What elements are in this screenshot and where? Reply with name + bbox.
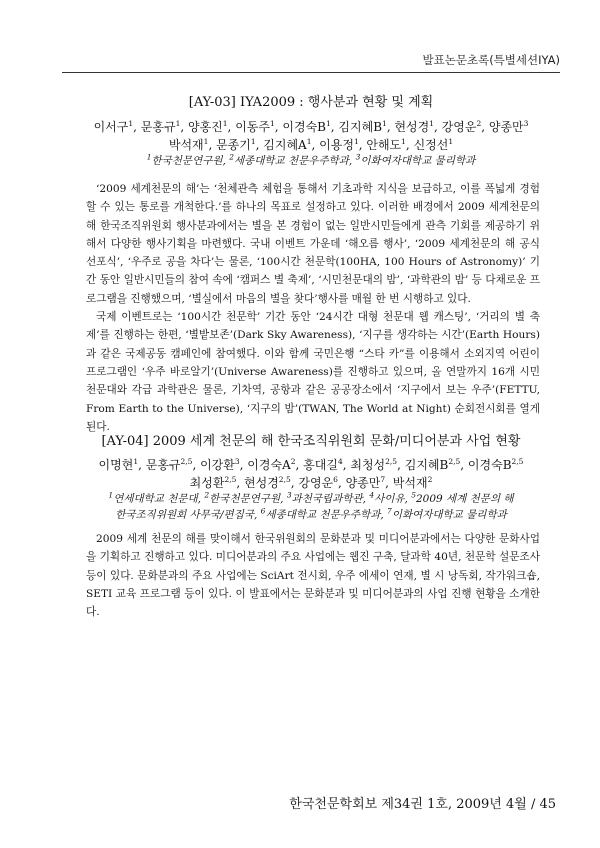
author-affiliation-mark: 1 bbox=[250, 137, 256, 146]
author-name: 강영운 bbox=[441, 120, 477, 134]
article-1-title: [AY-03] IYA2009 : 행사분과 현황 및 계획 bbox=[188, 95, 434, 110]
article-2-title: [AY-04] 2009 세계 천문의 해 한국조직위원회 문화/미디어분과 사업 현황 bbox=[101, 434, 521, 449]
author-name: 이서구 bbox=[93, 120, 129, 134]
affiliation-mark: 1 bbox=[146, 152, 152, 162]
author-name: 최성환 bbox=[189, 476, 225, 490]
author-affiliation-mark: 1 bbox=[326, 119, 331, 128]
author-affiliation-mark: 2,5 bbox=[385, 457, 398, 466]
article-1-abstract bbox=[86, 180, 540, 436]
author-affiliation-mark: 1 bbox=[448, 137, 454, 146]
author-name: 김지혜A bbox=[263, 138, 307, 152]
author-name: 김지혜B bbox=[404, 458, 449, 472]
author-name: 박석재 bbox=[392, 476, 428, 490]
author-affiliation-mark: 3 bbox=[523, 119, 529, 128]
author-line: 이서구$^1$, 문홍규$^1$, 양홍진$^1$, 이동주$^1$, 이경숙$B^1$, 김지혜$B^1$, 현성경$^1$, 강영운$^2$, 양종만$^3$ bbox=[93, 119, 529, 134]
affiliation-mark: 5 bbox=[411, 490, 416, 500]
affiliation-text: 이화여자대학교 물리학과 bbox=[360, 155, 476, 167]
author-name: 최청성 bbox=[350, 458, 386, 472]
header-divider bbox=[62, 72, 560, 73]
author-affiliation-mark: 2,5 bbox=[224, 475, 237, 484]
author-line: 최성환$^{2,5}$, 현성경$^{2,5}$, 강영운$^6$, 양종만$^7$, 박석재$^2$ bbox=[189, 475, 433, 490]
author-affiliation-mark: 4 bbox=[337, 457, 343, 466]
article-2-paragraph-1: 2009 세계 천문의 해를 맞이해서 한국위원회의 문화분과 및 미디어분과에서는 다양한 문화사업을 기획하고 진행하고 있다. 미디어분과의 주요 사업에는 웹진 구축, 달과학 40년, 천문학 설문조사 등이 있다. 문화분과의 주요 사업에는 SciArt 전시회, 우주 에세이 연재, 별 시 낭독회, 작가워크숍, SETI 교육 프로그램 등이 있다. 이 발표에서는 문화분과 및 미디어분과의 사업 진행 현황을 소개한다. bbox=[86, 533, 540, 619]
page-footer: 한국천문학회보 제34권 1호, 2009년 4월 / 45 bbox=[289, 797, 556, 812]
affiliation-text: 2009 세계 천문의 해 bbox=[415, 493, 514, 505]
author-name: 이동주 bbox=[235, 120, 270, 134]
author-affiliation-mark: 2 bbox=[476, 119, 482, 128]
author-line: 이명현$^1$, 문홍규$^{2,5}$, 이강환$^3$, 이경숙$A^2$, 홍대길$^4$, 최청성$^{2,5}$, 김지혜B$^{2,5}$, 이경숙B$^{2,5}$ bbox=[98, 457, 524, 472]
author-name: 안해도 bbox=[366, 138, 402, 152]
affiliation-text: 한국조직위원회 사무국/편집국, bbox=[115, 509, 261, 521]
author-affiliation-mark: 2,5 bbox=[180, 457, 193, 466]
author-name: 양홍진 bbox=[187, 120, 223, 134]
author-name: 김지혜B bbox=[338, 120, 383, 134]
author-name: 이명현 bbox=[98, 458, 134, 472]
author-name: 이용정 bbox=[319, 138, 354, 152]
author-affiliation-mark: 1 bbox=[203, 137, 209, 146]
affiliation-mark: 4 bbox=[369, 490, 375, 500]
author-affiliation-mark: 1 bbox=[306, 137, 312, 146]
affiliation-mark: 6 bbox=[260, 506, 266, 516]
affiliation-text: 한국천문연구원, bbox=[151, 155, 230, 167]
author-affiliation-mark: 1 bbox=[128, 119, 134, 128]
affiliation-text: 연세대학교 천문대, bbox=[113, 493, 205, 505]
article-2-affiliations bbox=[62, 491, 560, 523]
affiliation-mark: 2 bbox=[204, 490, 210, 500]
author-name: 이경숙A bbox=[247, 458, 291, 472]
author-name: 이경숙B bbox=[467, 458, 512, 472]
affiliation-mark: 2 bbox=[229, 152, 234, 162]
article-1-affiliations bbox=[62, 153, 560, 169]
author-affiliation-mark: 2 bbox=[427, 475, 433, 484]
author-name: 이강환 bbox=[200, 458, 235, 472]
article-1-paragraph-2: 국제 이벤트로는 ‘100시간 천문학’ 기간 동안 ‘24시간 대형 천문대 웹 캐스팅’, ‘거리의 별 축제’를 진행하는 한편, ‘별밭보존’(Dark Sky Awareness), ‘지구를 생각하는 시간’(Earth Hours)과 같은 국제공동 캠페인에 참여했다. 이와 함께 국민은행 “스타 카”를 이용해서 소외지역 어린이 프로그램인 ‘우주 바로알기’(Universe Awareness)를 진행하고 있으며, 올 연말까지 16개 시민천문대와 각급 과학관은 물론, 기차역, 공항과 같은 공공장소에서 ‘지구에서 보는 우주’(FETTU, From Earth to the Universe), ‘지구의 밤’(TWAN, The World at Night) 순회전시회를 열게 된다. bbox=[86, 311, 540, 433]
author-name: 이경숙B bbox=[282, 120, 326, 134]
author-name: 양종만 bbox=[488, 120, 524, 134]
author-affiliation-mark: 1 bbox=[133, 457, 139, 466]
author-name: 문종기 bbox=[216, 138, 251, 152]
author-name: 홍대길 bbox=[303, 458, 338, 472]
affiliation-mark: 3 bbox=[355, 152, 361, 162]
author-name: 문홍규 bbox=[140, 120, 176, 134]
author-name: 박석재 bbox=[168, 138, 204, 152]
affiliation-text: 이화여자대학교 물리학과 bbox=[391, 509, 507, 521]
article-2-abstract bbox=[86, 530, 540, 621]
author-affiliation-mark: 6 bbox=[333, 475, 338, 484]
author-affiliation-mark: 1 bbox=[353, 137, 359, 146]
article-1-paragraph-1: ‘2009 세계천문의 해’는 ‘천체관측 체험을 통해서 기초과학 지식을 보급하고, 이를 폭넓게 경험할 수 있는 통로를 개척한다.’를 하나의 목표로 설정하고 있다. 이러한 배경에서 2009 세계천문의 해 한국조직위원회 행사분과에서는 별을 본 경험이 없는 일반시민들에게 관측 기회를 제공하기 위해서 다양한 행사기획을 마련했다. 국내 이벤트 가운데 ‘해오름 행사’, ‘2009 세계천문의 해 공식 선포식’, ‘우주로 공을 차다’는 물론, ‘100시간 천문학(100HA, 100 Hours of Astronomy)’ 기간 동안 일반시민들의 참여 속에 ‘캠퍼스 별 축제’, ‘시민천문대의 밤’, ‘과학관의 밤’ 등 다채로운 프로그램을 진행했으며, ‘별실에서 마음의 별을 찾다’행사를 매월 한 번 시행하고 있다. bbox=[86, 183, 540, 305]
author-affiliation-mark: 1 bbox=[222, 119, 228, 128]
affiliation-mark: 3 bbox=[286, 490, 292, 500]
affiliation-text: 사이유, bbox=[374, 493, 412, 505]
affiliation-text: 세종대학교 천문우주학과, bbox=[265, 509, 388, 521]
author-affiliation-mark: 1 bbox=[175, 119, 181, 128]
affiliation-line bbox=[62, 153, 560, 169]
author-line: 박석재$^1$, 문종기$^1$, 김지혜$A^1$, 이용정$^1$, 안해도$^1$, 신정선$^1$ bbox=[168, 137, 454, 152]
author-affiliation-mark: 3 bbox=[234, 457, 240, 466]
affiliation-text: 한국천문연구원, bbox=[209, 493, 287, 505]
running-header: 발표논문초록(특별세션IYA) bbox=[422, 53, 560, 67]
affiliation-line bbox=[62, 507, 560, 523]
author-name: 현성경 bbox=[244, 476, 279, 490]
author-affiliation-mark: 7 bbox=[380, 475, 386, 484]
author-affiliation-mark: 1 bbox=[382, 119, 387, 128]
author-name: 신정선 bbox=[413, 138, 449, 152]
author-affiliation-mark: 1 bbox=[401, 137, 406, 146]
affiliation-text: 세종대학교 천문우주학과, bbox=[233, 155, 356, 167]
author-name: 문홍규 bbox=[145, 458, 181, 472]
article-2-authors bbox=[62, 456, 560, 492]
affiliation-mark: 7 bbox=[387, 506, 392, 516]
author-affiliation-mark: 2 bbox=[290, 457, 296, 466]
affiliation-text: 과천국립과학관, bbox=[291, 493, 370, 505]
article-1-authors bbox=[62, 118, 560, 154]
author-affiliation-mark: 2,5 bbox=[278, 475, 291, 484]
author-affiliation-mark: 2,5 bbox=[448, 457, 461, 466]
author-affiliation-mark: 1 bbox=[429, 119, 435, 128]
author-affiliation-mark: 2,5 bbox=[511, 457, 524, 466]
affiliation-line bbox=[62, 491, 560, 507]
author-name: 현성경 bbox=[394, 120, 430, 134]
author-affiliation-mark: 1 bbox=[269, 119, 275, 128]
author-name: 강영운 bbox=[298, 476, 334, 490]
affiliation-mark: 1 bbox=[108, 490, 114, 500]
author-name: 양종만 bbox=[345, 476, 381, 490]
